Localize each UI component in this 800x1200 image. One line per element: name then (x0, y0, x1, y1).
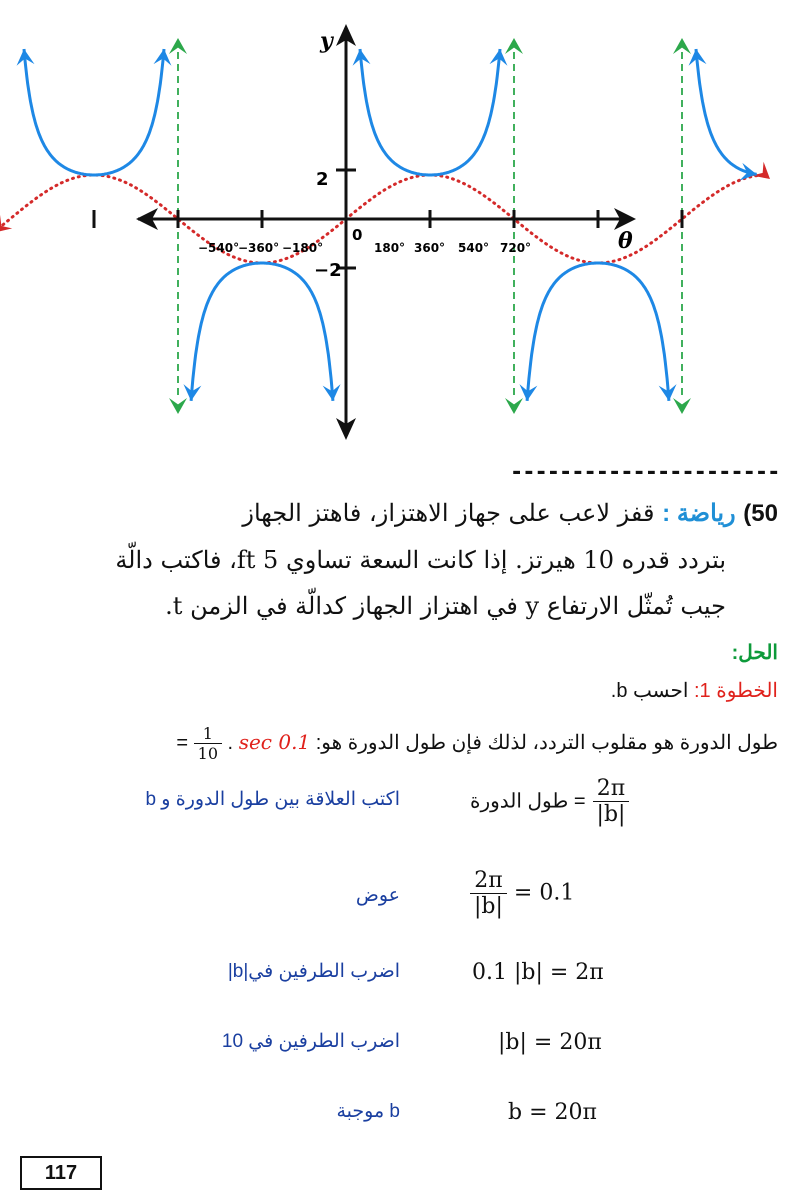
sine-arrow-left (0, 215, 12, 232)
asymptote-arrow-bottom-720 (673, 398, 691, 414)
equation-4: |b| = 20π (498, 1030, 602, 1055)
problem-statement (18, 490, 778, 629)
problem-number: 50) (743, 500, 778, 527)
asymptote-arrow-bottom-360 (505, 398, 523, 414)
equation-row-4 (0, 1030, 800, 1090)
problem-line-1: قفز لاعب على جهاز الاهتزاز، فاهتز الجهاز (242, 499, 655, 527)
asymptote-arrow-bottom--360 (169, 398, 187, 414)
equation-3-note: اضرب الطرفين في|b| (227, 961, 400, 982)
equation-5-note: b موجبة (336, 1101, 400, 1122)
x-tick-label-neg540: −540° (198, 241, 240, 255)
equation-1-note: اكتب العلاقة بين طول الدورة و b (145, 789, 400, 810)
asymptote-arrow-top--360 (169, 38, 187, 54)
x-tick-label-180: 180° (374, 241, 406, 255)
page-number: 117 (20, 1156, 102, 1190)
equation-1-denominator: |b| (596, 802, 626, 827)
y-tick-label-2: 2 (316, 169, 329, 190)
trig-graph (0, 0, 800, 450)
x-axis-label: θ (618, 228, 633, 254)
equation-1-numerator: 2π (593, 776, 630, 802)
equation-row-3 (0, 960, 800, 1020)
x-tick-label-360: 360° (414, 241, 446, 255)
period-fraction-denominator: 10 (197, 744, 218, 763)
step-1-label: الخطوة 1: (693, 680, 778, 702)
y-axis-label: y (320, 28, 333, 54)
equation-2-denominator: |b| (474, 894, 503, 919)
equation-row-1 (0, 772, 800, 832)
equation-4-note: اضرب الطرفين في 10 (221, 1031, 400, 1052)
cosecant-branch-5 (696, 49, 757, 174)
period-value: 0.1 sec (238, 729, 311, 754)
step-1 (611, 678, 778, 703)
x-tick-label-720: 720° (500, 241, 532, 255)
cosecant-branch-2 (191, 263, 333, 401)
equation-row-5 (0, 1100, 800, 1160)
x-tick-label-neg180: −180° (282, 241, 324, 255)
problem-keyword: رياضة : (662, 500, 736, 527)
cosecant-branch-3 (360, 49, 500, 175)
equation-1-prefix: طول الدورة = (470, 790, 586, 813)
period-line: طول الدورة هو مقلوب التردد، لذلك فإن طول الدورة هو: 0.1 sec = $\frac{1}{10}$ . (176, 724, 778, 763)
separator: ---------------------- (510, 460, 780, 485)
problem-line-2: بتردد قدره 10 هيرتز. إذا كانت السعة تساوي 5 ft، فاكتب دالّة (115, 546, 726, 574)
cosecant-branch-4 (527, 263, 669, 401)
x-tick-label-540: 540° (458, 241, 490, 255)
step-1-text: احسب b. (610, 680, 689, 702)
origin-label: 0 (352, 226, 363, 244)
equation-row-2 (0, 868, 800, 928)
equation-3: 0.1 |b| = 2π (472, 960, 604, 985)
y-tick-label-minus-2: −2 (314, 260, 342, 281)
problem-line-3: جيب تُمثّل الارتفاع y في اهتزاز الجهاز كدالّة في الزمن t. (165, 592, 726, 620)
x-tick-label-neg360: −360° (238, 241, 280, 255)
period-text: طول الدورة هو مقلوب التردد، لذلك فإن طول الدورة هو: (315, 731, 778, 754)
cosecant-branch-1 (24, 49, 164, 175)
period-fraction-numerator: 1 (194, 724, 222, 744)
equation-2-numerator: 2π (470, 868, 507, 894)
asymptote-arrow-top-720 (673, 38, 691, 54)
asymptote-arrow-top-360 (505, 38, 523, 54)
equation-2-note: عوض (355, 885, 400, 906)
equation-2-rhs: = 0.1 (513, 880, 575, 906)
solution-label: الحل: (731, 642, 778, 664)
equation-5: b = 20π (508, 1100, 597, 1125)
